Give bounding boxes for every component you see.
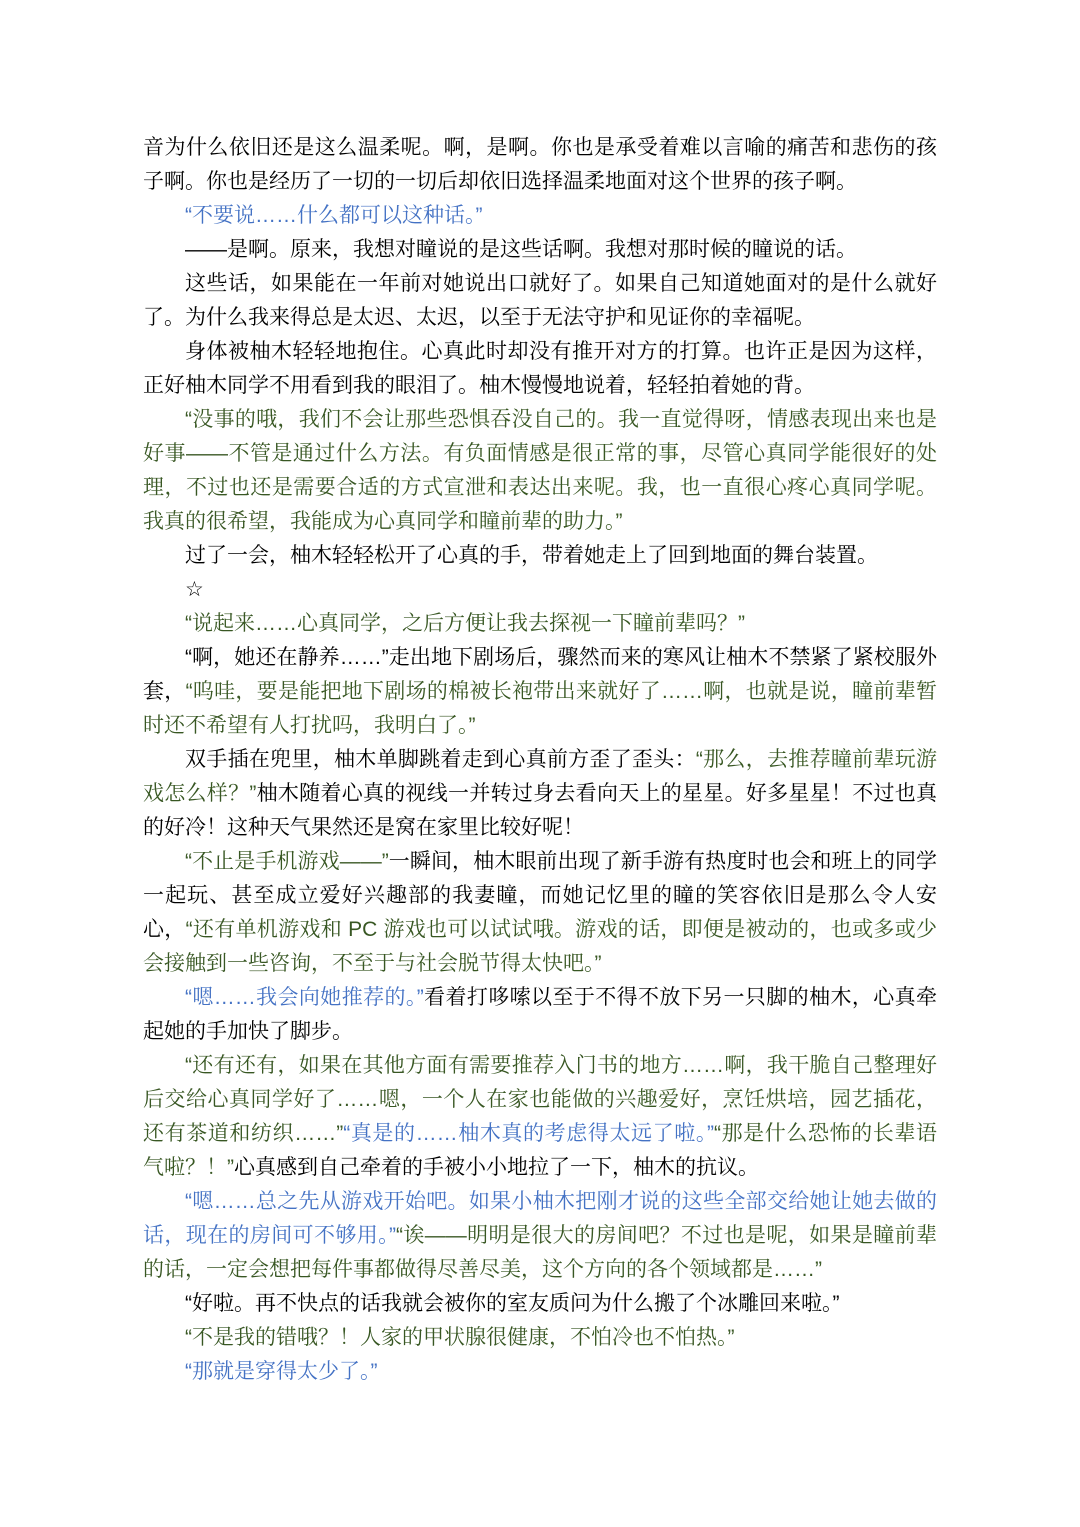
text-segment-black: 心真感到自己牵着的手被小小地拉了一下，柚木的抗议。 [234,1156,759,1179]
text-segment-black: 双手插在兜里，柚木单脚跳着走到心真前方歪了歪头： [185,748,696,771]
text-segment-green: “呜哇，要是能把地下剧场的棉被长袍带出来就好了……啊，也就是说，瞳前辈暂时还不希望有人打扰吗，我明白了。” [143,680,937,737]
paragraph [143,335,937,403]
text-segment-black: “好啦。再不快点的话我就会被你的室友质问为什么搬了个冰雕回来啦。” [185,1292,840,1315]
text-segment-black: 柚木随着心真的视线一并转过身去看向天上的星星。好多星星！不过也真的好冷！这种天气果然还是窝在家里比较好呢！ [143,782,938,839]
text-segment-green: “那是什么恐怖的长辈语气啦？！” [143,1122,937,1179]
paragraph [143,1321,937,1355]
paragraph [143,403,937,539]
text-segment-black: 音为什么依旧还是这么温柔呢。啊，是啊。你也是承受着难以言喻的痛苦和悲伤的孩子啊。你也是经历了一切的一切后却依旧选择温柔地面对这个世界的孩子啊。 [143,136,937,193]
text-segment-green: “还有还有，如果在其他方面有需要推荐入门书的地方……啊，我干脆自己整理好后交给心真同学好了……嗯，一个人在家也能做的兴趣爱好，烹饪烘培，园艺插花，还有茶道和纺织……” [143,1054,937,1145]
text-segment-black: 过了一会，柚木轻轻松开了心真的手，带着她走上了回到地面的舞台装置。 [185,544,878,567]
text-body [143,131,937,1389]
paragraph [143,641,937,743]
paragraph [143,743,937,845]
text-segment-blue: “那就是穿得太少了。” [185,1360,378,1383]
text-segment-green: “诶——明明是很大的房间吧？不过也是呢，如果是瞳前辈的话，一定会想把每件事都做得尽善尽美，这个方向的各个领域都是……” [143,1224,937,1281]
paragraph [143,1287,937,1321]
text-segment-black: 一瞬间，柚木眼前出现了新手游有热度时也会和班上的同学一起玩、甚至成立爱好兴趣部的我妻瞳，而她记忆里的瞳的笑容依旧是那么令人安心， [143,850,937,941]
text-segment-green: “那么，去推荐瞳前辈玩游戏怎么样？” [143,748,937,805]
paragraph [143,131,937,199]
paragraph [143,199,937,233]
text-segment-black: ☆ [185,578,204,601]
paragraph [143,573,937,607]
paragraph [143,233,937,267]
text-segment-black: 看着打哆嗦以至于不得不放下另一只脚的柚木，心真牵起她的手加快了脚步。 [143,986,937,1043]
text-segment-black: 这些话，如果能在一年前对她说出口就好了。如果自己知道她面对的是什么就好了。为什么我来得总是太迟、太迟，以至于无法守护和见证你的幸福呢。 [143,272,937,329]
text-segment-black: “啊，她还在静养……”走出地下剧场后，骤然而来的寒风让柚木不禁紧了紧校服外套， [143,646,937,703]
text-segment-green: “没事的哦，我们不会让那些恐惧吞没自己的。我一直觉得呀，情感表现出来也是好事——不管是通过什么方法。有负面情感是很正常的事，尽管心真同学能很好的处理，不过也还是需要合适的方式宣泄和表达出来呢。我，也一直很心疼心真同学呢。我真的很希望，我能成为心真同学和瞳前辈的助力。” [143,408,937,533]
paragraph [143,539,937,573]
text-segment-green: “不是我的错哦？！人家的甲状腺很健康，不怕冷也不怕热。” [185,1326,735,1349]
paragraph [143,1185,937,1287]
paragraph [143,845,937,981]
text-segment-blue: “嗯……我会向她推荐的。” [185,986,424,1009]
paragraph [143,1049,937,1185]
text-segment-blue: “嗯……总之先从游戏开始吧。如果小柚木把刚才说的这些全部交给她让她去做的话，现在的房间可不够用。” [143,1190,937,1247]
text-segment-green: “不止是手机游戏——” [185,850,389,873]
text-segment-blue: “不要说……什么都可以这种话。” [185,204,483,227]
text-segment-green: “说起来……心真同学，之后方便让我去探视一下瞳前辈吗？” [185,612,745,635]
paragraph [143,267,937,335]
text-segment-blue: “真是的……柚木真的考虑得太远了啦。” [343,1122,714,1145]
paragraph [143,1355,937,1389]
text-segment-black: ——是啊。原来，我想对瞳说的是这些话啊。我想对那时候的瞳说的话。 [185,238,857,261]
paragraph [143,607,937,641]
paragraph [143,981,937,1049]
text-segment-black: 身体被柚木轻轻地抱住。心真此时却没有推开对方的打算。也许正是因为这样，正好柚木同学不用看到我的眼泪了。柚木慢慢地说着，轻轻拍着她的背。 [143,340,937,397]
text-segment-green: “还有单机游戏和 PC 游戏也可以试试哦。游戏的话，即便是被动的，也或多或少会接触到一些咨询，不至于与社会脱节得太快吧。” [143,918,937,975]
